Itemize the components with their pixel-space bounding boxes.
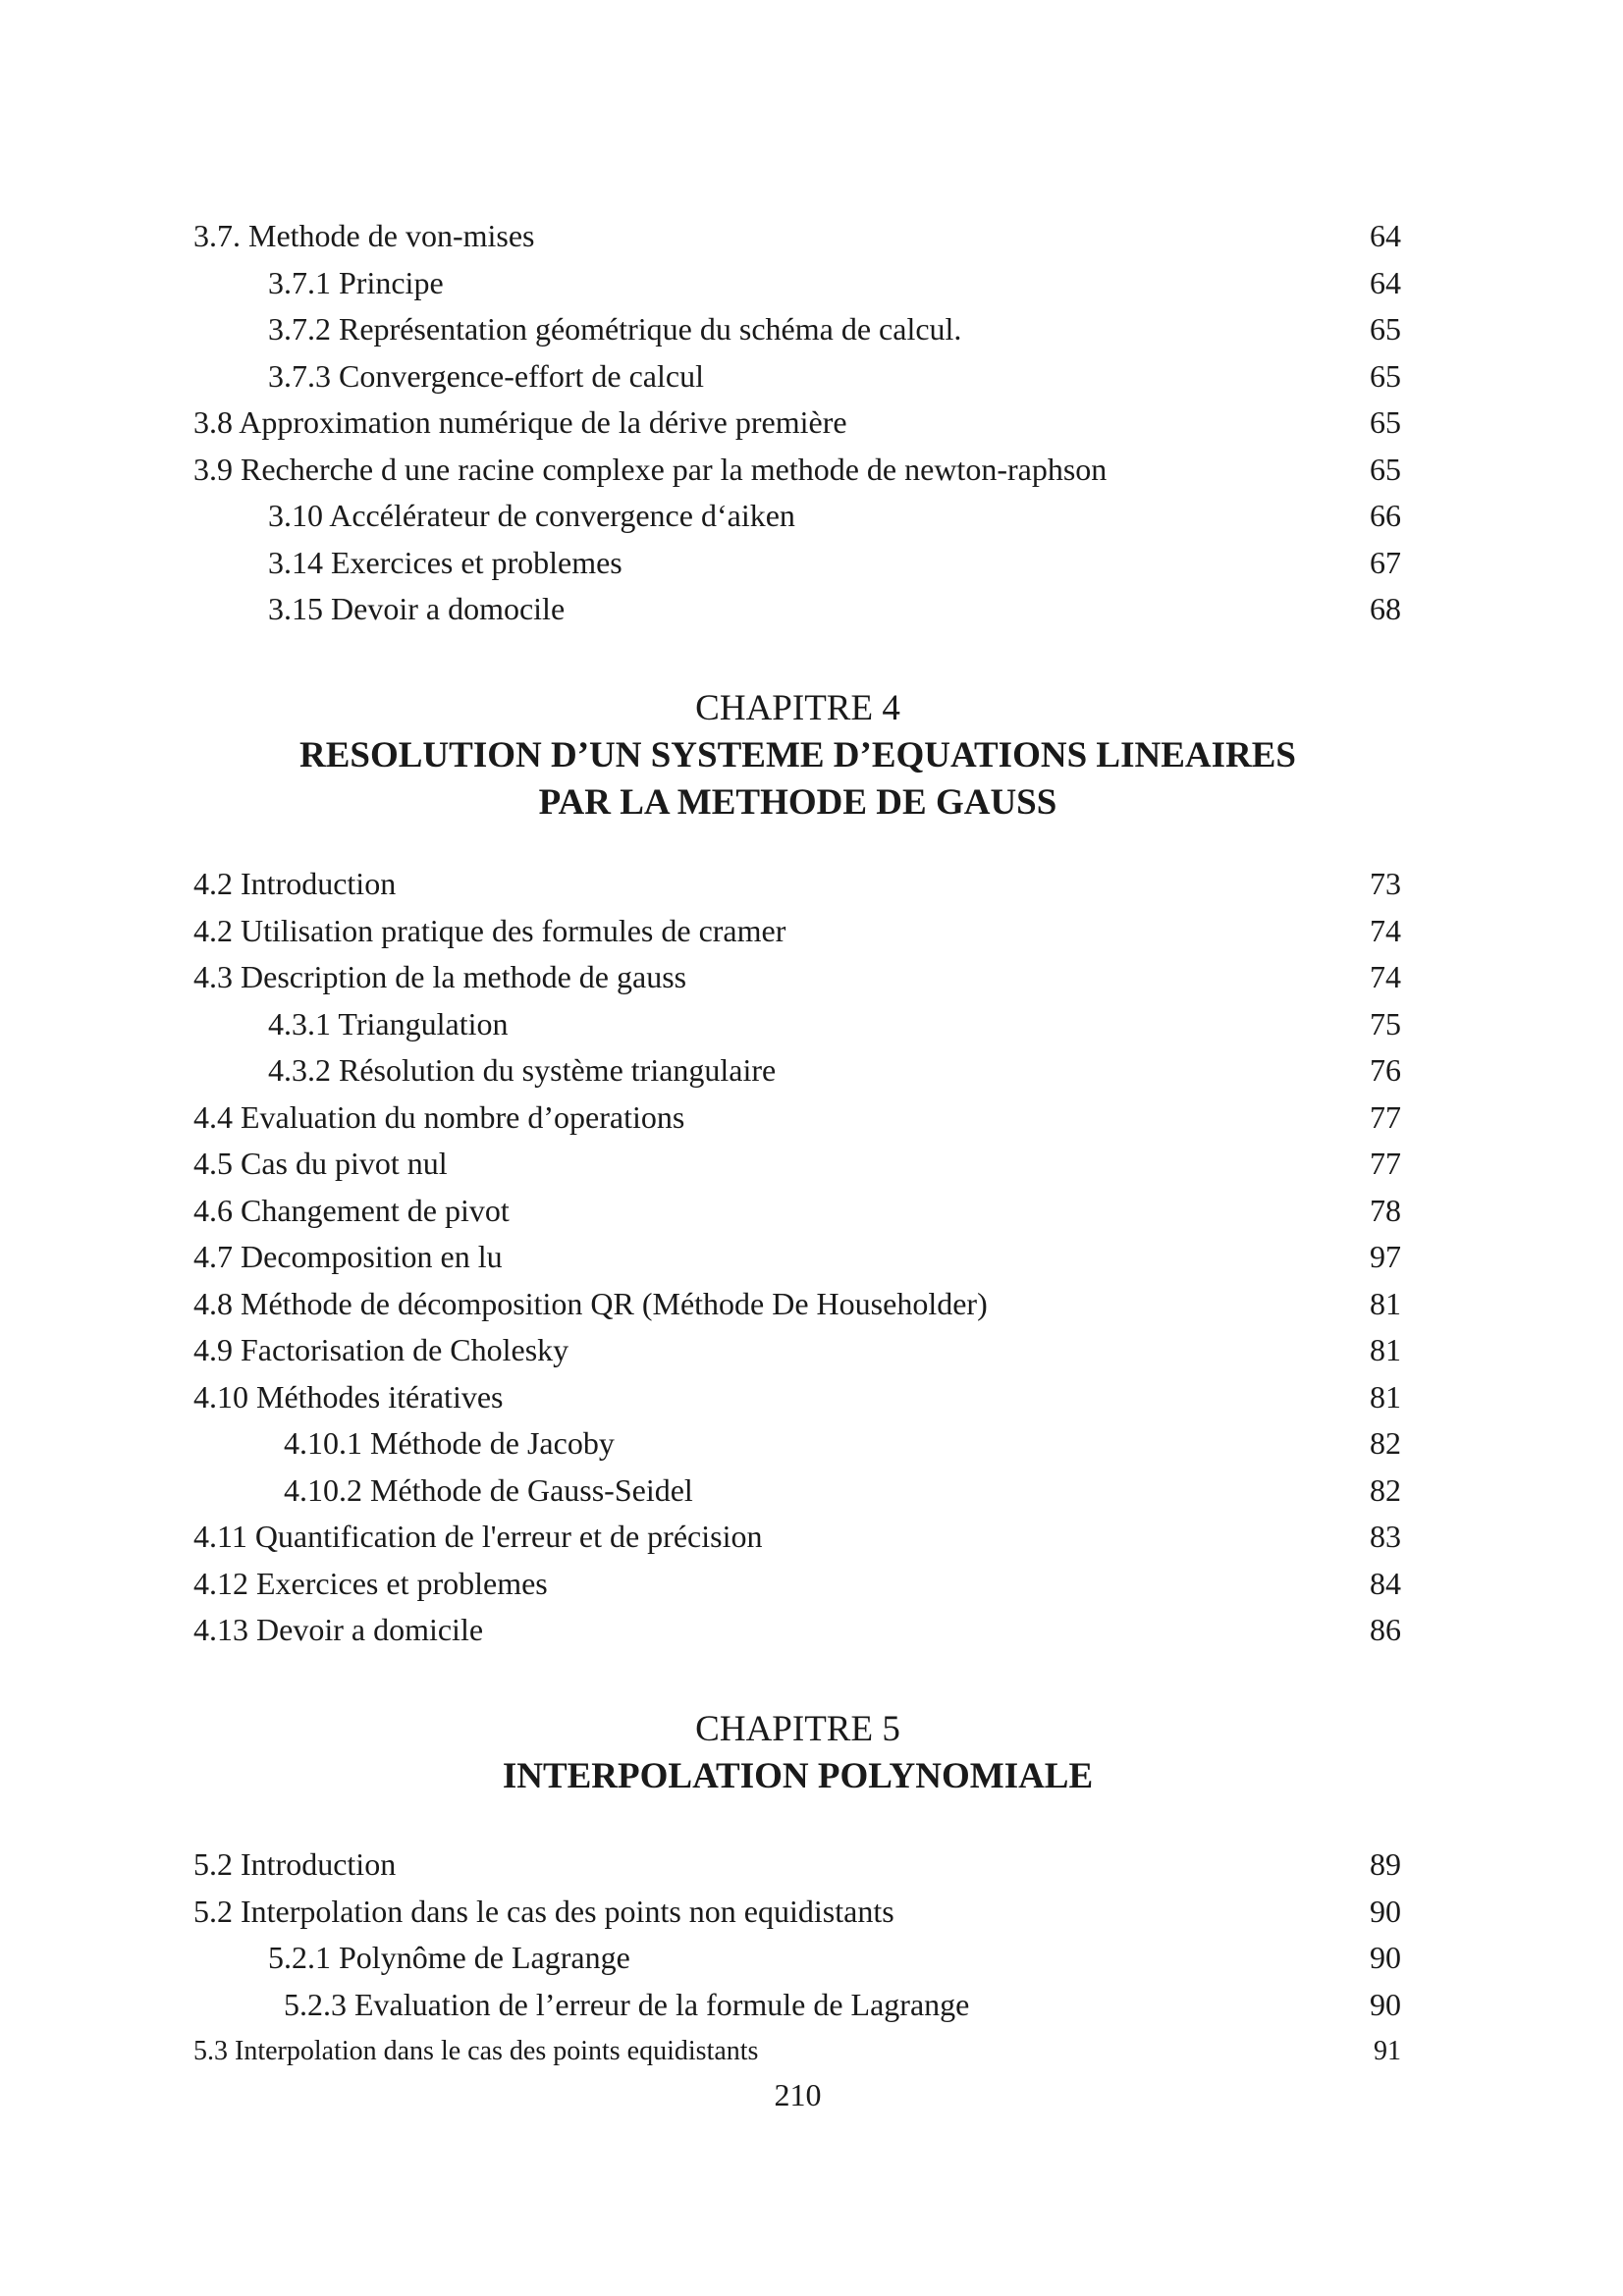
toc-entry <box>193 2028 1401 2075</box>
toc-entry-label: 3.10 Accélérateur de convergence d‘aiken <box>268 498 795 533</box>
toc-entry-page-number: 65 <box>1370 451 1401 487</box>
toc-entry <box>193 1188 1401 1235</box>
toc-entry-page-number: 66 <box>1370 498 1401 533</box>
toc-entry-page-number: 97 <box>1370 1239 1401 1274</box>
toc-entry-label: 4.5 Cas du pivot nul <box>193 1146 448 1181</box>
toc-entry <box>193 447 1401 494</box>
toc-entry <box>193 540 1401 587</box>
toc-entry-page-number: 77 <box>1370 1098 1401 1135</box>
toc-entry-page-number: 65 <box>1370 311 1401 347</box>
toc-entry <box>193 908 1401 955</box>
toc-entry-label: 3.14 Exercices et problemes <box>268 544 622 580</box>
toc-entry <box>193 1374 1401 1421</box>
chapter-4-title-line-1: RESOLUTION D’UN SYSTEME D’EQUATIONS LINEAIRES <box>299 735 1296 775</box>
toc-entry-page-number: 77 <box>1370 1146 1401 1181</box>
toc-entry-page-number: 73 <box>1370 866 1401 901</box>
toc-entry-label: 4.10.2 Méthode de Gauss-Seidel <box>284 1471 693 1508</box>
toc-entry <box>193 1607 1401 1654</box>
toc-entry-page-number: 83 <box>1370 1519 1401 1554</box>
toc-entry-label: 5.2 Introduction <box>193 1846 397 1882</box>
toc-entry-page-number: 82 <box>1370 1471 1401 1508</box>
chapter-4-number: CHAPITRE 4 <box>695 688 900 728</box>
toc-entry <box>193 1514 1401 1561</box>
toc-entry <box>193 861 1401 908</box>
toc-entry <box>193 493 1401 540</box>
toc-entry <box>193 306 1401 353</box>
toc-entry-page-number: 86 <box>1370 1612 1401 1647</box>
chapter-5-title-line-1: INTERPOLATION POLYNOMIALE <box>502 1756 1094 1796</box>
toc-entry-page-number: 65 <box>1370 357 1401 394</box>
toc-entry-label: 4.10.1 Méthode de Jacoby <box>284 1425 615 1461</box>
chapter-5-number: CHAPITRE 5 <box>695 1709 900 1749</box>
toc-entry-label: 5.2.3 Evaluation de l’erreur de la formule de Lagrange <box>284 1986 970 2022</box>
toc-entry-page-number: 64 <box>1370 264 1401 300</box>
toc-section-3 <box>193 213 1401 633</box>
toc-entry <box>193 954 1401 1001</box>
toc-entry-label: 4.10 Méthodes itératives <box>193 1378 504 1415</box>
toc-entry-label: 5.3 Interpolation dans le cas des points equidistants <box>193 2036 759 2066</box>
toc-entry-label: 4.3.1 Triangulation <box>268 1005 509 1041</box>
toc-entry-label: 3.7.3 Convergence-effort de calcul <box>268 357 704 394</box>
toc-entry-label: 5.2.1 Polynôme de Lagrange <box>268 1940 630 1975</box>
toc-entry <box>193 400 1401 447</box>
toc-chapter-4 <box>193 861 1401 1654</box>
toc-entry <box>193 1842 1401 1889</box>
toc-entry <box>193 353 1401 400</box>
toc-entry <box>193 1141 1401 1188</box>
toc-entry-page-number: 90 <box>1370 1940 1401 1975</box>
toc-entry-page-number: 84 <box>1370 1565 1401 1601</box>
toc-entry <box>193 260 1401 307</box>
toc-entry <box>193 1889 1401 1936</box>
toc-chapter-5 <box>193 1842 1401 2075</box>
toc-entry <box>193 1420 1401 1468</box>
toc-entry-label: 4.3 Description de la methode de gauss <box>193 959 687 994</box>
toc-entry-label: 4.2 Utilisation pratique des formules de cramer <box>193 912 786 948</box>
toc-entry-page-number: 81 <box>1370 1285 1401 1321</box>
toc-entry-page-number: 64 <box>1370 218 1401 253</box>
toc-entry <box>193 1001 1401 1048</box>
toc-entry-label: 3.7. Methode de von-mises <box>193 218 535 253</box>
toc-entry-page-number: 74 <box>1370 912 1401 948</box>
toc-entry <box>193 1468 1401 1515</box>
toc-entry-label: 4.2 Introduction <box>193 866 397 901</box>
toc-entry-label: 4.12 Exercices et problemes <box>193 1565 548 1601</box>
toc-entry-label: 3.9 Recherche d une racine complexe par la methode de newton-raphson <box>193 451 1108 487</box>
toc-entry <box>193 213 1401 260</box>
toc-entry <box>193 586 1401 633</box>
toc-entry-label: 3.7.1 Principe <box>268 264 444 300</box>
toc-entry-label: 4.9 Factorisation de Cholesky <box>193 1332 569 1367</box>
chapter-4-title-line-2: PAR LA METHODE DE GAUSS <box>538 782 1057 823</box>
toc-entry-page-number: 65 <box>1370 404 1401 440</box>
toc-entry-page-number: 89 <box>1370 1846 1401 1882</box>
toc-entry-page-number: 67 <box>1370 544 1401 580</box>
toc-entry-page-number: 81 <box>1370 1332 1401 1367</box>
toc-entry <box>193 1561 1401 1608</box>
toc-entry-page-number: 90 <box>1370 1986 1401 2022</box>
page-number: 210 <box>774 2077 822 2112</box>
toc-entry-page-number: 81 <box>1370 1378 1401 1415</box>
toc-entry-page-number: 74 <box>1370 959 1401 994</box>
toc-entry-label: 4.11 Quantification de l'erreur et de précision <box>193 1519 763 1554</box>
toc-entry <box>193 1982 1401 2029</box>
toc-entry-label: 3.15 Devoir a domocile <box>268 591 566 626</box>
toc-entry <box>193 1935 1401 1982</box>
toc-entry <box>193 1281 1401 1328</box>
toc-entry-label: 3.7.2 Représentation géométrique du schéma de calcul. <box>268 311 962 347</box>
chapter-5-heading <box>0 1706 1609 1800</box>
toc-entry-label: 4.6 Changement de pivot <box>193 1192 510 1228</box>
toc-entry <box>193 1095 1401 1142</box>
toc-entry-label: 4.13 Devoir a domicile <box>193 1612 484 1647</box>
toc-entry-label: 4.3.2 Résolution du système triangulaire <box>268 1052 777 1088</box>
toc-entry-page-number: 82 <box>1370 1425 1401 1461</box>
toc-entry-page-number: 76 <box>1370 1052 1401 1088</box>
toc-entry <box>193 1234 1401 1281</box>
toc-entry-page-number: 78 <box>1370 1192 1401 1228</box>
toc-entry-label: 4.4 Evaluation du nombre d’operations <box>193 1098 685 1135</box>
toc-entry-label: 3.8 Approximation numérique de la dérive première <box>193 404 847 440</box>
chapter-4-heading <box>0 685 1609 827</box>
toc-entry-page-number: 91 <box>1374 2036 1401 2066</box>
toc-entry-page-number: 68 <box>1370 591 1401 626</box>
toc-entry <box>193 1327 1401 1374</box>
toc-entry-label: 4.7 Decomposition en lu <box>193 1239 503 1274</box>
toc-entry <box>193 1047 1401 1095</box>
toc-entry-page-number: 75 <box>1370 1005 1401 1041</box>
toc-entry-page-number: 90 <box>1370 1893 1401 1929</box>
toc-entry-label: 4.8 Méthode de décomposition QR (Méthode De Householder) <box>193 1285 988 1321</box>
toc-entry-label: 5.2 Interpolation dans le cas des points non equidistants <box>193 1893 894 1929</box>
